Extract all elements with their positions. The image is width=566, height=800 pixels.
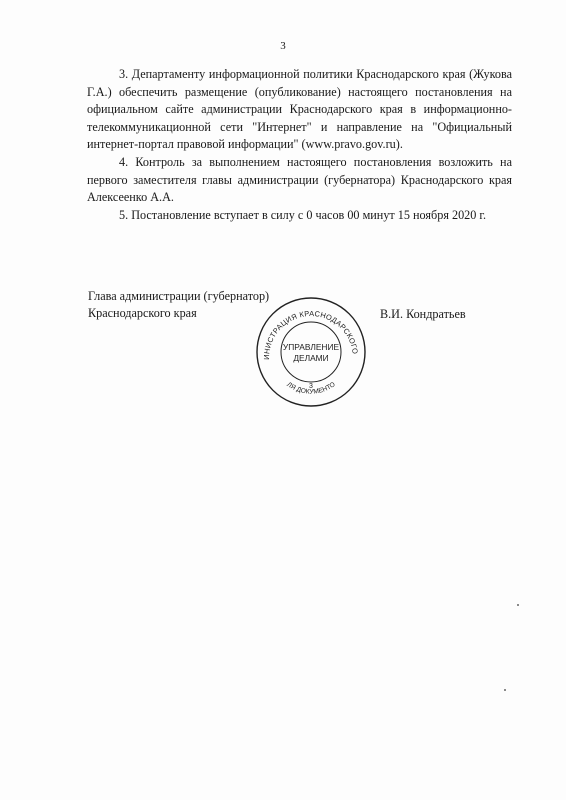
stamp-center-line-2: ДЕЛАМИ: [293, 353, 329, 363]
document-body: [87, 66, 512, 224]
scan-speck: [504, 689, 506, 691]
signatory-title: [88, 288, 269, 322]
stamp-inner-ring: [281, 322, 341, 382]
stamp-bottom-text: ЛЯ ДОКУМЕНТО: [285, 381, 337, 396]
paragraph-4: 4. Контроль за выполнением настоящего постановления возложить на первого заместителя главы администрации (губернатора) Краснодарского края Алексеенко А.А.: [87, 154, 512, 205]
official-stamp: [255, 296, 367, 408]
signatory-title-line-1: Глава администрации (губернатор): [88, 289, 270, 303]
stamp-number: 3: [309, 383, 313, 390]
page-number: 3: [280, 40, 286, 52]
stamp-graphic: [255, 296, 367, 408]
stamp-center-line-1: УПРАВЛЕНИЕ: [282, 342, 340, 352]
stamp-outer-text: ИНИСТРАЦИЯ КРАСНОДАРСКОГО: [261, 308, 360, 360]
signatory-name: В.И. Кондратьев: [380, 307, 466, 321]
signatory-title-line-2: Краснодарского края: [88, 306, 197, 320]
paragraph-3: 3. Департаменту информационной политики Краснодарского края (Жукова Г.А.) обеспечить размещение (опубликование) настоящего постановления на официальном сайте администрации Краснодарского края в информационно-телекоммуникационной сети "Интернет" и направление на "Официальный интернет-портал правовой информации" (www.pravo.gov.ru).: [87, 67, 512, 152]
paragraph-5: 5. Постановление вступает в силу с 0 часов 00 минут 15 ноября 2020 г.: [119, 207, 487, 222]
scan-speck: [517, 604, 519, 606]
